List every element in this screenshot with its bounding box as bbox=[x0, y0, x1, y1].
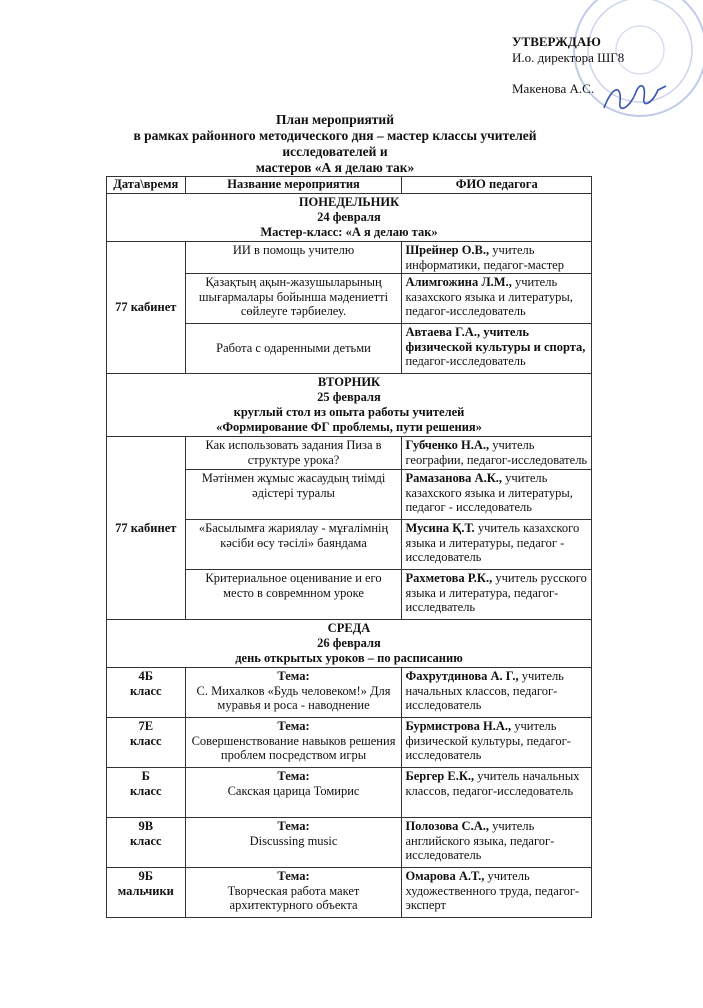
teacher-role: учитель физической культуры, педагог-исследователь bbox=[405, 719, 571, 762]
room-cell: 77 кабинет bbox=[107, 437, 186, 620]
teacher-role: учитель английского языка, педагог-исследователь bbox=[405, 819, 555, 862]
teacher-cell bbox=[402, 437, 592, 470]
teacher-name: Полозова С.А., bbox=[405, 819, 489, 833]
teacher-role: учитель казахского языка и литературы, педагог - исследователь bbox=[405, 521, 580, 564]
teacher-name: Бергер Е.К., bbox=[405, 769, 475, 783]
class-label: класс bbox=[130, 683, 162, 698]
table-row bbox=[107, 437, 592, 470]
teacher-name: Фахрутдинова А. Г., bbox=[405, 669, 519, 683]
topic-text: Творческая работа макет архитектурного объекта bbox=[227, 883, 360, 912]
teacher-name: Омарова А.Т., bbox=[405, 869, 485, 883]
heading-line-1: План мероприятий bbox=[276, 112, 394, 127]
events-plan-table bbox=[106, 176, 592, 918]
day-header-tuesday bbox=[107, 374, 592, 437]
day-name: ВТОРНИК bbox=[317, 375, 381, 389]
header-event: Название мероприятия bbox=[185, 177, 402, 194]
table-row bbox=[107, 242, 592, 274]
teacher-role: учитель информатики, педагог-мастер bbox=[405, 243, 564, 272]
teacher-cell bbox=[402, 520, 592, 570]
event-cell: Работа с одаренными детьми bbox=[185, 324, 402, 374]
teacher-cell bbox=[402, 242, 592, 274]
approval-position: И.о. директора ШГ8 bbox=[512, 50, 625, 65]
heading-line-3: мастеров «А я делаю так» bbox=[255, 160, 415, 175]
heading-line-2: в рамках районного методического дня – мастер классы учителей исследователей и bbox=[133, 128, 537, 159]
table-row bbox=[107, 668, 592, 718]
teacher-cell bbox=[402, 470, 592, 520]
table-row bbox=[107, 868, 592, 918]
event-cell: «Басылымға жариялау - мұғалімнің кәсіби өсу тәсілі» баяндама bbox=[185, 520, 402, 570]
approval-title: УТВЕРЖДАЮ bbox=[512, 34, 601, 49]
day-date: 24 февраля bbox=[317, 210, 381, 224]
topic-text: Совершенствование навыков решения проблем посредством игры bbox=[191, 733, 396, 762]
header-datetime: Дата\время bbox=[107, 177, 186, 194]
day-date: 25 февраля bbox=[317, 390, 381, 404]
teacher-role: учитель русского языка и литература, педагог-исследватель bbox=[405, 571, 587, 614]
teacher-name: Алимгожина Л.М., bbox=[405, 275, 512, 289]
topic-label: Тема: bbox=[277, 819, 310, 833]
topic-cell bbox=[185, 868, 402, 918]
class-cell bbox=[107, 668, 186, 718]
event-cell: ИИ в помощь учителю bbox=[185, 242, 402, 274]
document-heading bbox=[100, 112, 570, 176]
teacher-name: Рамазанова А.К., bbox=[405, 471, 503, 485]
class-cell bbox=[107, 818, 186, 868]
topic-label: Тема: bbox=[277, 719, 310, 733]
topic-label: Тема: bbox=[277, 869, 310, 883]
class-number: 9Б bbox=[138, 869, 154, 883]
teacher-name: Шрейнер О.В., bbox=[405, 243, 490, 257]
event-cell: Как использовать задания Пиза в структуре урока? bbox=[185, 437, 402, 470]
teacher-role: учитель географии, педагог-исследователь bbox=[405, 438, 588, 467]
teacher-role: учитель начальных классов, педагог-исследователь bbox=[405, 669, 564, 712]
teacher-cell bbox=[402, 570, 592, 620]
day-date: 26 февраля bbox=[317, 636, 381, 650]
day-row-monday bbox=[107, 194, 592, 242]
teacher-cell bbox=[402, 274, 592, 324]
teacher-cell bbox=[402, 668, 592, 718]
teacher-role: учитель начальных классов, педагог-исследователь bbox=[405, 769, 580, 798]
header-teacher: ФИО педагога bbox=[402, 177, 592, 194]
approval-signer: Макенова А.С. bbox=[512, 81, 595, 96]
teacher-name: Бурмистрова Н.А., bbox=[405, 719, 512, 733]
topic-label: Тема: bbox=[277, 669, 310, 683]
class-label: класс bbox=[130, 783, 162, 798]
teacher-name: Автаева Г.А., учитель физической культуры и спорта, bbox=[405, 325, 586, 354]
table-header-row bbox=[107, 177, 592, 194]
teacher-name: Рахметова Р.К., bbox=[405, 571, 493, 585]
event-cell: Критериальное оценивание и его место в совремнном уроке bbox=[185, 570, 402, 620]
teacher-name: Губченко Н.А., bbox=[405, 438, 490, 452]
class-number: 7Е bbox=[138, 719, 154, 733]
teacher-cell bbox=[402, 868, 592, 918]
class-label: мальчики bbox=[117, 883, 174, 898]
teacher-role: педагог-исследователь bbox=[405, 354, 526, 368]
event-cell: Қазақтың ақын-жазушыларының шығармалары бойынша мәдениетті сөйлеуге тәрбиелеу. bbox=[185, 274, 402, 324]
topic-text: Сакская царица Томирис bbox=[227, 783, 360, 798]
topic-cell bbox=[185, 768, 402, 818]
teacher-cell bbox=[402, 818, 592, 868]
table-row bbox=[107, 718, 592, 768]
table-row bbox=[107, 818, 592, 868]
teacher-name: Мусина Қ.Т. bbox=[405, 521, 475, 535]
day-row-tuesday bbox=[107, 374, 592, 437]
day-subtitle: Мастер-класс: «А я делаю так» bbox=[260, 225, 438, 239]
day-name: ПОНЕДЕЛЬНИК bbox=[298, 195, 400, 209]
teacher-role: учитель художественного труда, педагог-эксперт bbox=[405, 869, 580, 912]
day-subtitle: день открытых уроков – по расписанию bbox=[235, 651, 463, 665]
topic-text: С. Михалков «Будь человеком!» Для муравья и роса - наводнение bbox=[196, 683, 391, 712]
class-cell bbox=[107, 768, 186, 818]
day-header-wednesday bbox=[107, 620, 592, 668]
topic-label: Тема: bbox=[277, 769, 310, 783]
teacher-cell bbox=[402, 324, 592, 374]
topic-text: Discussing music bbox=[249, 833, 338, 848]
class-label: класс bbox=[130, 733, 162, 748]
class-number: Б bbox=[141, 769, 150, 783]
day-subtitle: круглый стол из опыта работы учителей bbox=[233, 405, 465, 419]
day-header-monday bbox=[107, 194, 592, 242]
teacher-cell bbox=[402, 768, 592, 818]
room-cell: 77 кабинет bbox=[107, 242, 186, 374]
teacher-role: учитель казахского языка и литературы, педагог - исследователь bbox=[405, 471, 573, 514]
topic-cell bbox=[185, 818, 402, 868]
topic-cell bbox=[185, 718, 402, 768]
class-number: 9В bbox=[138, 819, 154, 833]
teacher-cell bbox=[402, 718, 592, 768]
event-cell: Мәтінмен жұмыс жасаудың тиімді әдістері туралы bbox=[185, 470, 402, 520]
class-number: 4Б bbox=[138, 669, 154, 683]
topic-cell bbox=[185, 668, 402, 718]
class-cell bbox=[107, 868, 186, 918]
day-subtitle: «Формирование ФГ проблемы, пути решения» bbox=[216, 420, 482, 434]
table-row bbox=[107, 768, 592, 818]
teacher-role: учитель казахского языка и литературы, педагог-исследователь bbox=[405, 275, 573, 318]
class-label: класс bbox=[130, 833, 162, 848]
signature-icon bbox=[600, 78, 670, 118]
day-name: СРЕДА bbox=[327, 621, 371, 635]
day-row-wednesday bbox=[107, 620, 592, 668]
class-cell bbox=[107, 718, 186, 768]
